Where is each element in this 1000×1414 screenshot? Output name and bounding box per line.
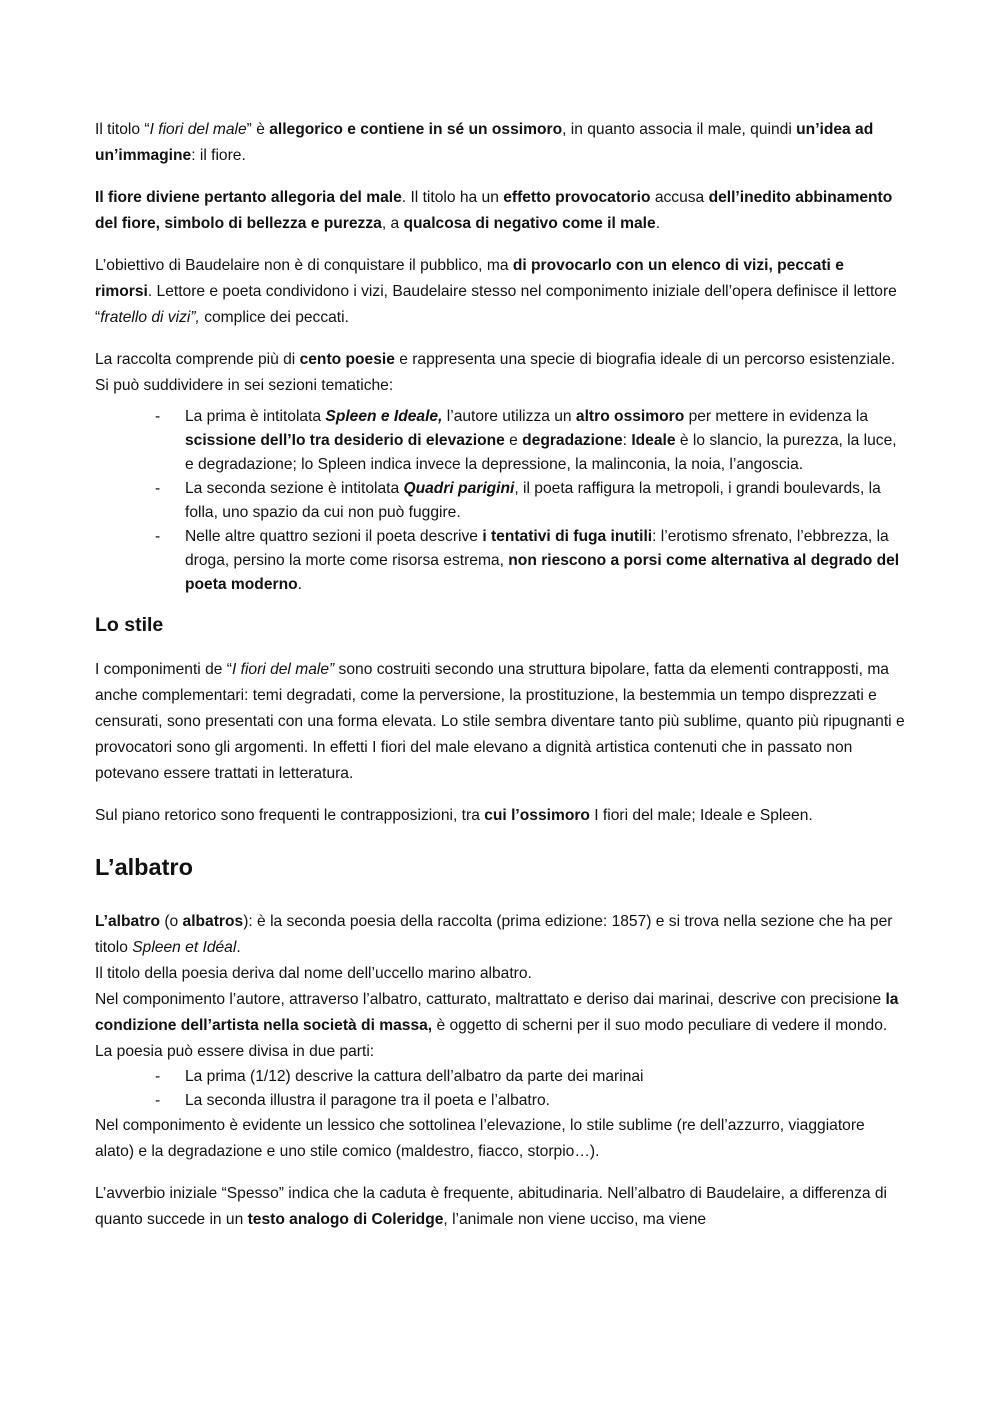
section-heading-stile: Lo stile [95,614,164,636]
paragraph-flower-allegory: Il fiore diviene pertanto allegoria del male. Il titolo ha un effetto provocatorio accusa dell’inedito abbinamento del fiore, simbolo di bellezza e purezza, a qualcosa di negativo come il male. [95,189,893,232]
list-item: - La seconda sezione è intitolata Quadri parigini, il poeta raffigura la metropoli, i grandi boulevards, la folla, uno spazio da cui non può fuggire. [185,477,905,525]
sections-list [95,405,905,597]
paragraph-title-allegory: Il titolo “I fiori del male” è allegorico e contiene in sé un ossimoro, in quanto associa il male, quindi un’idea ad un’immagine: il fiore. [95,121,874,164]
paragraph-objective: L’obiettivo di Baudelaire non è di conquistare il pubblico, ma di provocarlo con un elenco di vizi, peccati e rimorsi. Lettore e poeta condividono i vizi, Baudelaire stesso nel componimento iniziale dell’opera definisce il lettore “fratello di vizi”, complice dei peccati. [95,257,897,326]
paragraph-style: I componimenti de “I fiori del male” sono costruiti secondo una struttura bipolare, fatta da elementi contrapposti, ma anche complementari: temi degradati, come la perversione, la prostituzione, la bestemmia un tempo disprezzati e censurati, sono presentati con una forma elevata. Lo stile sembra diventare tanto più sublime, quanto più ripugnanti e provocatori sono gli argomenti. In effetti I fiori del male elevano a dignità artistica contenuti che in passato non potevano essere trattati in letteratura. [95,661,905,782]
paragraph-albatro-lexicon: Nel componimento è evidente un lessico che sottolinea l’elevazione, lo stile sublime (re dell’azzurro, viaggiatore alato) e la degradazione e uno stile comico (maldestro, fiacco, storpio…). [95,1117,865,1160]
paragraph-albatro-title: Il titolo della poesia deriva dal nome dell’uccello marino albatro. [95,965,532,982]
paragraph-albatro-intro: L’albatro (o albatros): è la seconda poesia della raccolta (prima edizione: 1857) e si trova nella sezione che ha per titolo Spleen et Idéal. [95,913,893,956]
list-item: - La prima è intitolata Spleen e Ideale, l’autore utilizza un altro ossimoro per mettere in evidenza la scissione dell’Io tra desiderio di elevazione e degradazione: Ideale è lo slancio, la purezza, la luce, e degradazione; lo Spleen indica invece la depressione, la malinconia, la noia, l’angoscia. [185,405,905,477]
list-item: - La prima (1/12) descrive la cattura dell’albatro da parte dei marinai [185,1065,905,1089]
parts-list [95,1065,905,1113]
paragraph-rhetoric: Sul piano retorico sono frequenti le contrapposizioni, tra cui l’ossimoro I fiori del male; Ideale e Spleen. [95,807,813,824]
paragraph-albatro-adverb: L’avverbio iniziale “Spesso” indica che la caduta è frequente, abitudinaria. Nell’albatro di Baudelaire, a differenza di quanto succede in un testo analogo di Coleridge, l’animale non viene ucciso, ma viene [95,1185,888,1228]
paragraph-collection: La raccolta comprende più di cento poesie e rappresenta una specie di biografia ideale di un percorso esistenziale. Si può suddividere in sei sezioni tematiche: [95,351,896,394]
paragraph-albatro-parts: La poesia può essere divisa in due parti: [95,1043,375,1060]
list-item: - La seconda illustra il paragone tra il poeta e l’albatro. [185,1089,905,1113]
paragraph-albatro-condition: Nel componimento l’autore, attraverso l’albatro, catturato, maltrattato e deriso dai marinai, descrive con precisione la condizione dell’artista nella società di massa, è oggetto di scherni per il suo modo peculiare di vedere il mondo. [95,991,899,1034]
list-item: - Nelle altre quattro sezioni il poeta descrive i tentativi di fuga inutili: l’erotismo sfrenato, l’ebbrezza, la droga, persino la morte come risorsa estrema, non riescono a porsi come alternativa al degrado del poeta moderno. [185,525,905,597]
section-heading-albatro: L’albatro [95,854,193,880]
